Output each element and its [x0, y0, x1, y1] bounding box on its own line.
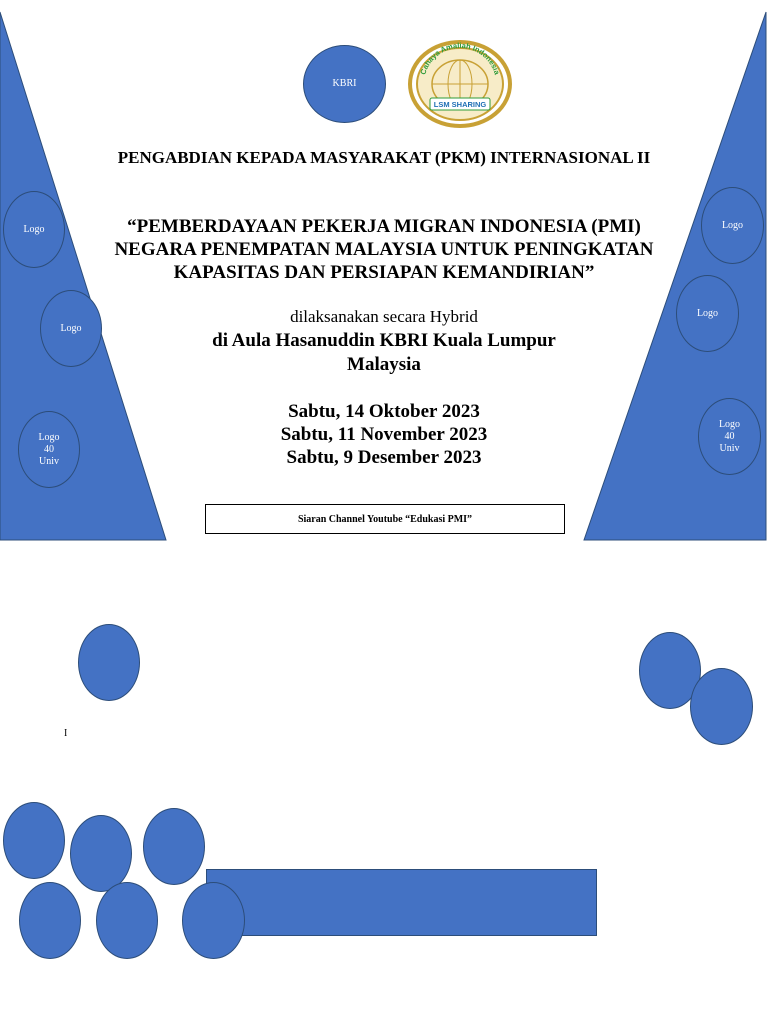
event-mode: dilaksanakan secara Hybrid [290, 307, 478, 326]
right-logo-1 [701, 187, 764, 264]
theme-line: KAPASITAS DAN PERSIAPAN KEMANDIRIAN” [173, 262, 595, 283]
right-logo-2 [676, 275, 739, 352]
left-logo-2 [40, 290, 102, 367]
lsm-sharing-logo [408, 40, 512, 128]
logo-label: Univ [38, 455, 59, 467]
left-logo-1 [3, 191, 65, 268]
decorative-circle [182, 882, 245, 959]
event-theme [0, 215, 768, 284]
venue-line: Malaysia [347, 354, 421, 375]
bottom-rectangle [206, 869, 597, 936]
logo-label: Logo [696, 307, 719, 319]
theme-line: “PEMBERDAYAAN PEKERJA MIGRAN INDONESIA (PMI) [127, 216, 641, 237]
logo-label: Logo [60, 322, 82, 334]
kbri-label: KBRI [332, 78, 357, 89]
logo-label: Logo [23, 223, 45, 235]
event-date: Sabtu, 14 Oktober 2023 [288, 401, 480, 422]
broadcast-box [205, 504, 565, 534]
decorative-circle [3, 802, 65, 879]
logo-label: Logo [718, 418, 741, 430]
event-venue [0, 329, 768, 377]
decorative-circle [78, 624, 140, 701]
logo-label: Logo [38, 431, 60, 443]
logo-banner-text: LSM SHARING [433, 100, 487, 109]
logo-label: Univ [719, 442, 740, 454]
decorative-circle [70, 815, 132, 892]
logo-label: Logo [721, 219, 744, 231]
venue-line: di Aula Hasanuddin KBRI Kuala Lumpur [212, 330, 556, 351]
right-logo-3 [698, 398, 761, 475]
logo-label: 40 [724, 430, 735, 442]
left-logo-3 [18, 411, 80, 488]
theme-line: NEGARA PENEMPATAN MALAYSIA UNTUK PENINGKATAN [114, 239, 654, 260]
decorative-circle [143, 808, 205, 885]
decorative-circle [690, 668, 753, 745]
logo-arc-text: Cahaya Amaliah Indonesia [418, 40, 502, 76]
stray-text: I [64, 728, 68, 739]
broadcast-text: Siaran Channel Youtube “Edukasi PMI” [297, 513, 473, 525]
kbri-logo-placeholder [303, 45, 386, 123]
event-date: Sabtu, 9 Desember 2023 [286, 447, 482, 468]
event-dates [0, 400, 768, 469]
event-title: PENGABDIAN KEPADA MASYARAKAT (PKM) INTERNASIONAL II [117, 148, 651, 167]
decorative-circle [96, 882, 158, 959]
decorative-circle [19, 882, 81, 959]
logo-label: 40 [43, 443, 54, 455]
event-date: Sabtu, 11 November 2023 [280, 424, 488, 445]
